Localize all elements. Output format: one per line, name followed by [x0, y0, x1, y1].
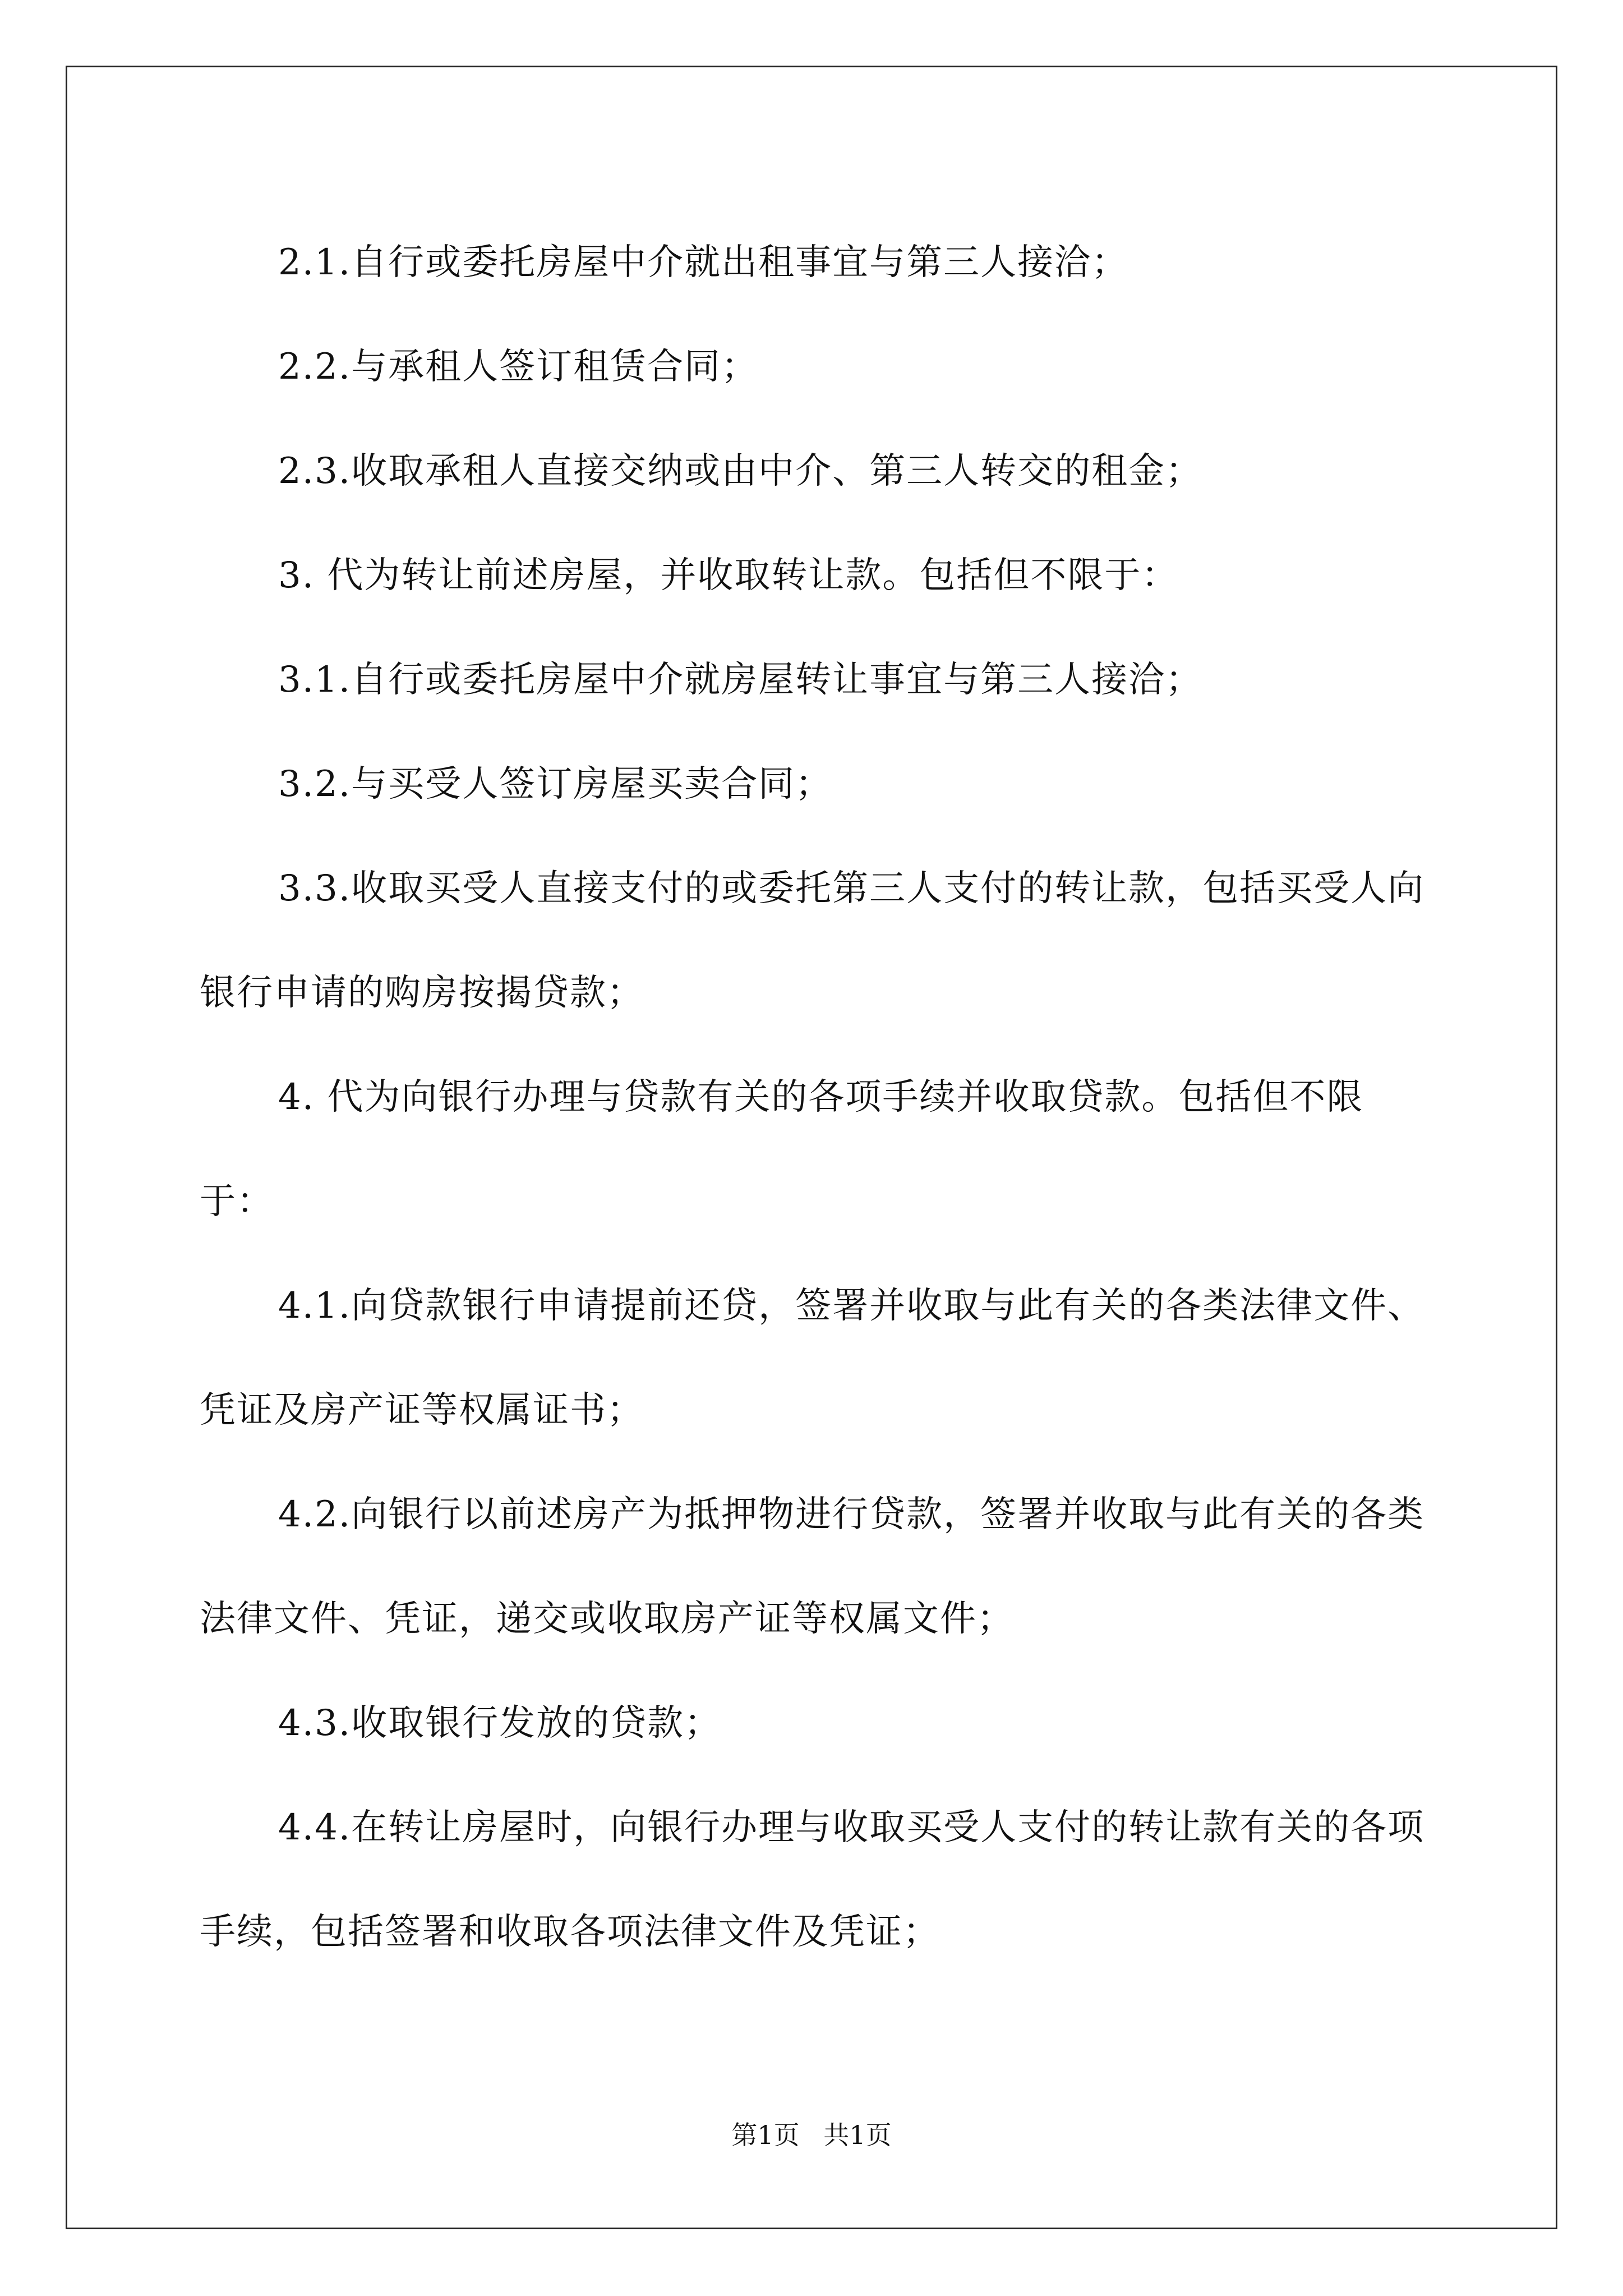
- page-number-total: 共1页: [823, 2120, 892, 2150]
- page-number-current: 第1页: [731, 2120, 800, 2150]
- paragraph-3-2: 3.2.与买受人签订房屋买卖合同；: [278, 763, 833, 805]
- paragraph-4-1: 4.1.向贷款银行申请提前还贷，签署并收取与此有关的各类法律文件、凭证及房产证等权属证书；: [200, 1285, 1425, 1431]
- paragraph-4-2: 4.2.向银行以前述房产为抵押物进行贷款，签署并收取与此有关的各类法律文件、凭证，递交或收取房产证等权属文件；: [200, 1494, 1425, 1640]
- paragraph-3: 3. 代为转让前述房屋，并收取转让款。包括但不限于：: [278, 555, 1179, 596]
- paragraph-3-1: 3.1.自行或委托房屋中介就房屋转让事宜与第三人接洽；: [278, 659, 1203, 701]
- paragraph-2-1: 2.1.自行或委托房屋中介就出租事宜与第三人接洽；: [278, 242, 1129, 283]
- document-body: [200, 210, 1428, 1984]
- paragraph-2-3: 2.3.收取承租人直接交纳或由中介、第三人转交的租金；: [278, 450, 1203, 492]
- paragraph-2-2: 2.2.与承租人签订租赁合同；: [278, 346, 759, 388]
- paragraph-4-3: 4.3.收取银行发放的贷款；: [278, 1703, 722, 1744]
- paragraph-3-3: 3.3.收取买受人直接支付的或委托第三人支付的转让款，包括买受人向银行申请的购房按揭贷款；: [200, 868, 1425, 1014]
- page-footer: [0, 2115, 1623, 2152]
- paragraph-4: 4. 代为向银行办理与贷款有关的各项手续并收取贷款。包括但不限于：: [200, 1076, 1364, 1222]
- paragraph-4-4: 4.4.在转让房屋时，向银行办理与收取买受人支付的转让款有关的各项手续，包括签署和收取各项法律文件及凭证；: [200, 1807, 1425, 1953]
